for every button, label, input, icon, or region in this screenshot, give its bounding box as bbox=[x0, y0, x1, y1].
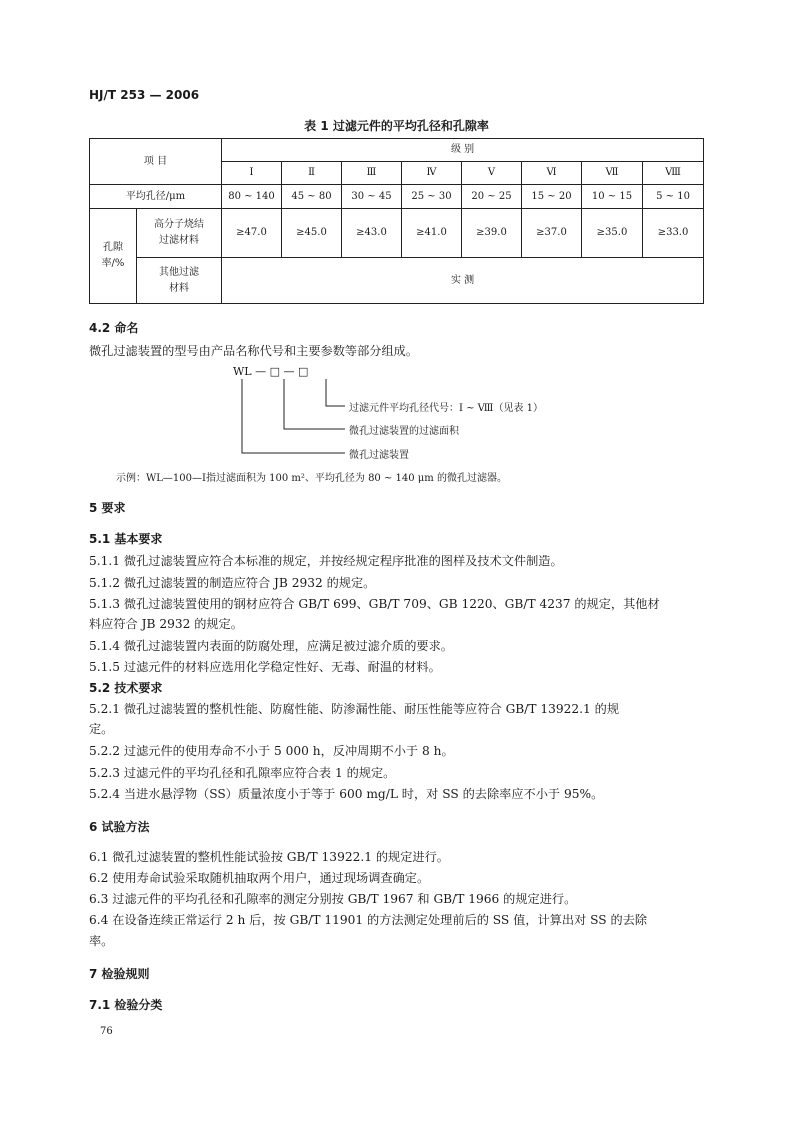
grade-cell: Ⅲ bbox=[342, 162, 402, 185]
clause-5-1-5: 5.1.5 过滤元件的材料应选用化学稳定性好、无毒、耐温的材料。 bbox=[89, 660, 441, 674]
grade-cell: Ⅰ bbox=[222, 162, 282, 185]
grade-cell: Ⅶ bbox=[582, 162, 643, 185]
clause-5-2-4: 5.2.4 当进水悬浮物（SS）质量浓度小于等于 600 mg/L 时，对 SS 的去除率应不小于 95%。 bbox=[89, 787, 604, 801]
porosity-cell: ≥47.0 bbox=[222, 209, 282, 258]
clause-6-2: 6.2 使用寿命试验采取随机抽取两个用户，通过现场调查确定。 bbox=[89, 871, 430, 885]
leader-line-grade bbox=[326, 379, 345, 406]
porosity-cell: ≥41.0 bbox=[402, 209, 462, 258]
grade-cell: Ⅵ bbox=[522, 162, 582, 185]
pore-size-cell: 5 ~ 10 bbox=[643, 185, 704, 209]
section-4-2-title: 4.2 命名 bbox=[89, 321, 139, 335]
porosity-cell: ≥39.0 bbox=[462, 209, 522, 258]
grade-cell: Ⅴ bbox=[462, 162, 522, 185]
porosity-cell: ≥33.0 bbox=[643, 209, 704, 258]
item-header: 项 目 bbox=[90, 139, 222, 185]
polymer-label-line-1: 高分子烧结 bbox=[154, 219, 204, 230]
clause-5-1-4: 5.1.4 微孔过滤装置内表面的防腐处理，应满足被过滤介质的要求。 bbox=[89, 639, 453, 653]
other-label-line-2: 材料 bbox=[169, 282, 189, 294]
clause-5-2-1-cont: 定。 bbox=[89, 722, 114, 736]
section-5-title: 5 要求 bbox=[89, 501, 126, 515]
model-example: 示例：WL—100—Ⅰ指过滤面积为 100 m²、平均孔径为 80 ~ 140 μm 的微孔过滤器。 bbox=[116, 473, 507, 484]
section-7-1-title: 7.1 检验分类 bbox=[89, 998, 163, 1012]
polymer-label-line-2: 过滤材料 bbox=[159, 235, 199, 246]
porosity-cell: ≥43.0 bbox=[342, 209, 402, 258]
grade-cell: Ⅱ bbox=[282, 162, 342, 185]
clause-5-2-3: 5.2.3 过滤元件的平均孔径和孔隙率应符合表 1 的规定。 bbox=[89, 766, 396, 780]
leader-line-device bbox=[242, 379, 345, 453]
porosity-cell: ≥35.0 bbox=[582, 209, 643, 258]
porosity-label-line-2: 率/% bbox=[101, 258, 125, 269]
section-4-2-body: 微孔过滤装置的型号由产品名称代号和主要参数等部分组成。 bbox=[89, 344, 419, 358]
pore-size-cell: 25 ~ 30 bbox=[402, 185, 462, 209]
clause-5-1-3: 5.1.3 微孔过滤装置使用的钢材应符合 GB/T 699、GB/T 709、GB 1220、GB/T 4237 的规定，其他材 bbox=[89, 597, 660, 611]
table-caption: 表 1 过滤元件的平均孔径和孔隙率 bbox=[304, 119, 489, 133]
measured-cell: 实 测 bbox=[222, 258, 704, 304]
grade-cell: Ⅳ bbox=[402, 162, 462, 185]
annotation-device: 微孔过滤装置 bbox=[349, 450, 409, 461]
pore-size-cell: 20 ~ 25 bbox=[462, 185, 522, 209]
section-5-1-title: 5.1 基本要求 bbox=[89, 532, 163, 546]
pore-size-label: 平均孔径/μm bbox=[90, 185, 222, 209]
model-code: WL — □ — □ bbox=[233, 365, 309, 378]
pore-size-cell: 15 ~ 20 bbox=[522, 185, 582, 209]
annotation-area: 微孔过滤装置的过滤面积 bbox=[349, 426, 459, 437]
other-label-line-1: 其他过滤 bbox=[159, 266, 199, 278]
section-7-title: 7 检验规则 bbox=[89, 967, 150, 981]
grade-cell: Ⅷ bbox=[643, 162, 704, 185]
grade-header: 级 别 bbox=[222, 139, 704, 162]
porosity-label-line-1: 孔隙 bbox=[103, 242, 123, 253]
clause-6-1: 6.1 微孔过滤装置的整机性能试验按 GB/T 13922.1 的规定进行。 bbox=[89, 850, 449, 864]
clause-5-1-3-cont: 料应符合 JB 2932 的规定。 bbox=[89, 617, 243, 631]
clause-5-1-2: 5.1.2 微孔过滤装置的制造应符合 JB 2932 的规定。 bbox=[89, 576, 376, 590]
pore-size-cell: 30 ~ 45 bbox=[342, 185, 402, 209]
porosity-cell: ≥45.0 bbox=[282, 209, 342, 258]
pore-size-cell: 45 ~ 80 bbox=[282, 185, 342, 209]
clause-6-4: 6.4 在设备连续正常运行 2 h 后，按 GB/T 11901 的方法测定处理前后的 SS 值，计算出对 SS 的去除 bbox=[89, 913, 648, 927]
leader-line-area bbox=[284, 379, 345, 429]
standard-code: HJ/T 253 — 2006 bbox=[89, 88, 200, 102]
clause-5-2-1: 5.2.1 微孔过滤装置的整机性能、防腐性能、防渗漏性能、耐压性能等应符合 GB/T 13922.1 的规 bbox=[89, 702, 620, 716]
annotation-grade: 过滤元件平均孔径代号：Ⅰ ~ Ⅷ（见表 1） bbox=[349, 403, 543, 414]
pore-size-cell: 80 ~ 140 bbox=[222, 185, 282, 209]
clause-5-2-2: 5.2.2 过滤元件的使用寿命不小于 5 000 h，反冲周期不小于 8 h。 bbox=[89, 744, 454, 758]
porosity-cell: ≥37.0 bbox=[522, 209, 582, 258]
clause-5-1-1: 5.1.1 微孔过滤装置应符合本标准的规定，并按经规定程序批准的图样及技术文件制造。 bbox=[89, 554, 563, 568]
section-6-title: 6 试验方法 bbox=[89, 820, 150, 834]
pore-size-cell: 10 ~ 15 bbox=[582, 185, 643, 209]
section-5-2-title: 5.2 技术要求 bbox=[89, 681, 163, 695]
page-number: 76 bbox=[100, 1026, 113, 1037]
clause-6-4-cont: 率。 bbox=[89, 934, 114, 948]
clause-6-3: 6.3 过滤元件的平均孔径和孔隙率的测定分别按 GB/T 1967 和 GB/T 1966 的规定进行。 bbox=[89, 892, 577, 906]
